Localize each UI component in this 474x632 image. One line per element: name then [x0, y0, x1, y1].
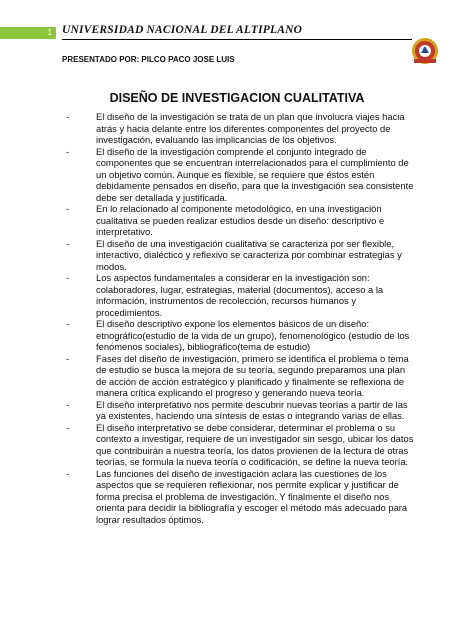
list-item-text: El diseño de una investigación cualitativa se caracteriza por ser flexible, interactivo, dialéctico y reflexivo se caracteriza por combinar estrategias y modos. [96, 237, 402, 272]
content-list [66, 111, 416, 525]
list-bullet: - [66, 398, 70, 410]
list-item-text: El diseño interpretativo se debe considerar, determinar el problema o su contexto a investigar, requiere de un investigador sin sesgo, ubicar los datos que contribuirán a nuestra teoría, los datos provienen de la lectura de otras teorías, se formula la nueva teoría o codificación, se define la nueva teoría. [96, 421, 414, 467]
page-number: 1 [47, 28, 52, 37]
list-bullet: - [66, 203, 70, 214]
list-item [66, 468, 416, 526]
list-item [66, 272, 416, 318]
document-title: DISEÑO DE INVESTIGACION CUALITATIVA [109, 91, 365, 105]
list-item [66, 146, 416, 204]
header-rule [62, 39, 412, 40]
list-bullet: - [66, 145, 70, 157]
list-item [66, 203, 416, 238]
university-name: UNIVERSIDAD NACIONAL DEL ALTIPLANO [62, 24, 303, 36]
list-item-text: En lo relacionado al componente metodológico, en una investigación cualitativa se pueden realizar estudios desde un diseño: descriptivo e interpretativo. [96, 203, 385, 237]
list-bullet: - [66, 467, 70, 479]
list-item [66, 318, 416, 353]
list-bullet: - [66, 111, 70, 122]
list-bullet: - [66, 318, 70, 329]
university-seal-icon [410, 36, 440, 66]
list-bullet: - [66, 237, 70, 249]
list-item-text: El diseño de la investigación se trata de un plan que involucra viajes hacia atrás y hacia delante entre los diferentes componentes del proyecto de investigación, evaluando las implicancias de los objetivos. [96, 111, 405, 145]
list-bullet: - [66, 421, 70, 433]
list-item-text: El diseño descriptivo expone los elementos básicos de un diseño: etnográfico(estudio de la vida de un grupo), fenomenológico (estudio de los fenómenos sociales), bibliográfico(tema de estudio) [96, 318, 410, 352]
list-bullet: - [66, 352, 70, 364]
list-item-text: El diseño interpretativo nos permite descubrir nuevas teorías a partir de las ya existentes, haciendo una síntesis de estas o integrando varias de ellas. [96, 398, 408, 421]
list-item [66, 238, 416, 273]
list-bullet: - [66, 272, 70, 283]
list-item-text: Los aspectos fundamentales a considerar en la investigación son: colaboradores, lugar, estrategias, material (documentos), acceso a la información, instrumentos de recolección, recursos humanos y procedimientos. [96, 272, 384, 318]
presented-by: PRESENTADO POR: PILCO PACO JOSE LUIS [62, 55, 235, 64]
list-item [66, 111, 416, 146]
list-item [66, 353, 416, 399]
page-number-tab [0, 27, 56, 39]
list-item-text: El diseño de la investigación comprende el conjunto integrado de componentes que se encuentran interrelacionados para el cumplimiento de un objetivo común. Aunque es flexible, se requiere que éstos estén debidamente pensados en diseño, para que la investigación sea consistente debe ser detallada y justificada. [96, 145, 414, 203]
list-item-text: Fases del diseño de investigación, primero se identifica el problema o tema de estudio se busca la mejora de su teoría, segundo preparamos una plan de acción de acción estratégico y planificado y finalmente se reflexiona de manera crítica explicando el progreso y generando nueva teoría. [96, 352, 409, 398]
list-item [66, 422, 416, 468]
list-item-text: Las funciones del diseño de investigación aclara las cuestiones de los aspectos que se requieren reflexionar, nos permite explicar y justificar de forma precisa el problema de investigación. Y finalmente el diseño nos orienta para decidir la bibliografía y escoger el método más adecuado para lograr resultados óptimos. [96, 467, 408, 525]
list-item [66, 399, 416, 422]
